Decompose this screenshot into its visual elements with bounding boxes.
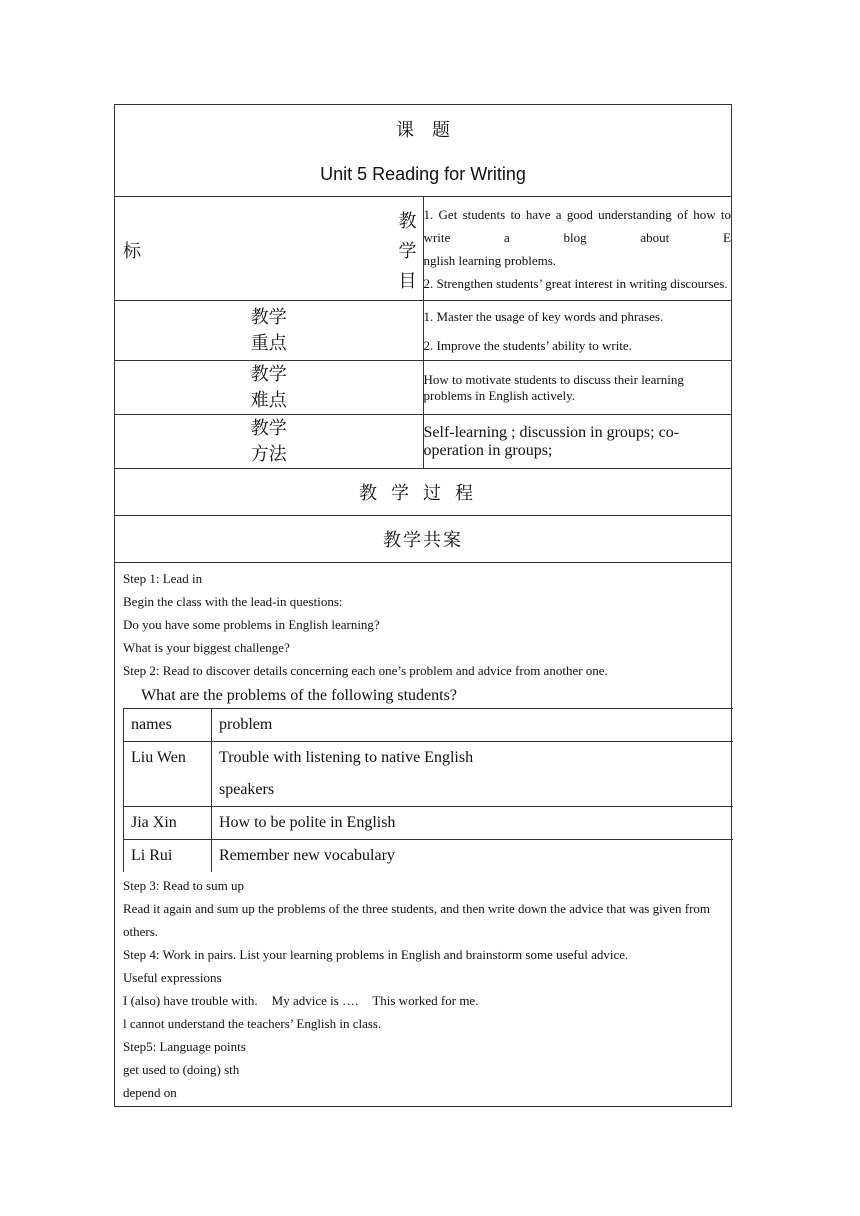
step-line: Do you have some problems in English learning? <box>123 617 380 632</box>
problems-header-row <box>124 709 734 742</box>
step-line: What is your biggest challenge? <box>123 640 290 655</box>
methods-label <box>115 415 424 469</box>
step-line: l cannot understand the teachers’ English in class. <box>123 1016 382 1031</box>
step-line: Step 1: Lead in <box>123 571 203 586</box>
difficulties-content: How to motivate students to discuss their learning problems in English actively. <box>423 361 732 415</box>
goal-line: 2. Strengthen students’ great interest in writing discourses. <box>423 275 728 291</box>
steps-top <box>115 563 731 682</box>
table-row <box>124 742 734 807</box>
step-line: get used to (doing) sth <box>123 1062 240 1077</box>
step-line: depend on <box>123 1085 177 1100</box>
lesson-title: Unit 5 Reading for Writing <box>320 164 526 184</box>
process-row <box>115 469 732 516</box>
student-name: Liu Wen <box>124 742 212 807</box>
student-problem: How to be polite in English <box>212 807 734 840</box>
goals-label-char: 标 <box>123 241 141 262</box>
difficulties-label <box>115 361 424 415</box>
problem-line: Trouble with listening to native English <box>219 749 474 766</box>
label-line: 教学 <box>250 417 287 439</box>
key-point: 2. Improve the students’ ability to write. <box>423 337 632 353</box>
problem-line: speakers <box>219 781 275 798</box>
student-problem <box>212 742 734 807</box>
goal-line: 1. Get students to have a good understanding of how to write a blog about E <box>423 206 731 245</box>
header-names: names <box>124 709 212 742</box>
label-line: 难点 <box>250 389 287 411</box>
step-line: Useful expressions <box>123 970 222 985</box>
problems-question: What are the problems of the following students? <box>141 687 457 704</box>
lesson-plan-table <box>114 104 732 1107</box>
table-row <box>124 807 734 840</box>
steps-bottom <box>115 872 731 1106</box>
shared-plan-row <box>115 516 732 563</box>
topic-label-char: 课 <box>396 120 432 141</box>
step-line: Step 3: Read to sum up <box>123 878 244 893</box>
student-name: Li Rui <box>124 840 212 873</box>
key-points-label <box>115 301 424 361</box>
step-line: Begin the class with the lead-in questions: <box>123 594 343 609</box>
methods-content: Self-learning ; discussion in groups; co-operation in groups; <box>423 415 732 469</box>
step-line: Read it again and sum up the problems of the three students, and then write down the advice that was given from others. <box>123 901 711 939</box>
label-line: 方法 <box>250 443 287 465</box>
label-line: 重点 <box>250 332 287 354</box>
table-row <box>124 840 734 873</box>
goals-row <box>115 197 732 301</box>
header-problem: problem <box>212 709 734 742</box>
step-line: Step 4: Work in pairs. List your learning problems in English and brainstorm some useful advice. <box>123 947 629 962</box>
process-heading: 教学过程 <box>115 469 732 516</box>
expression: This worked for me. <box>372 993 479 1008</box>
goals-label <box>115 197 424 301</box>
key-point: 1. Master the usage of key words and phrases. <box>423 308 664 324</box>
shared-plan-heading: 教学共案 <box>115 516 732 563</box>
student-problem: Remember new vocabulary <box>212 840 734 873</box>
expression-line <box>123 989 723 1012</box>
title-row <box>115 105 732 197</box>
step-line: Step 2: Read to discover details concerning each one’s problem and advice from another one. <box>123 663 608 678</box>
goal-line: nglish learning problems. <box>423 252 557 268</box>
label-line: 教学 <box>250 363 287 385</box>
key-points-row <box>115 301 732 361</box>
goals-label-char: 学 <box>398 241 417 262</box>
difficulties-row <box>115 361 732 415</box>
topic-label-char: 题 <box>432 120 468 141</box>
title-cell <box>115 105 732 197</box>
expression: My advice is …. <box>271 993 359 1008</box>
methods-row <box>115 415 732 469</box>
goals-label-char: 教 <box>398 211 417 232</box>
steps-row <box>115 563 732 1107</box>
step-line: Step5: Language points <box>123 1039 246 1054</box>
label-line: 教学 <box>250 306 287 328</box>
goals-label-char: 目 <box>398 271 417 292</box>
topic-label <box>133 116 731 142</box>
key-points-content <box>423 301 732 361</box>
student-name: Jia Xin <box>124 807 212 840</box>
steps-cell <box>115 563 732 1107</box>
problems-table <box>123 708 733 872</box>
expression: I (also) have trouble with. <box>123 993 258 1008</box>
goals-content <box>423 197 732 301</box>
